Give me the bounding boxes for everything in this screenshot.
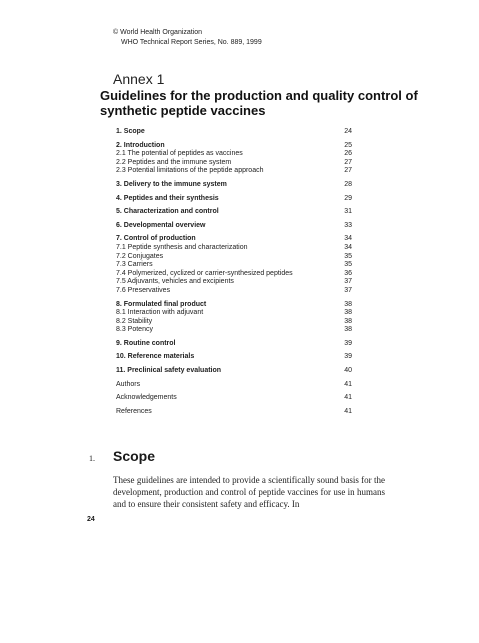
toc-group	[116, 340, 352, 349]
toc-entry-page: 38	[344, 326, 352, 334]
toc-entry-label: 11. Preclinical safety evaluation	[116, 367, 222, 375]
toc-entry	[116, 381, 352, 390]
toc-entry-page: 33	[344, 221, 352, 229]
toc-entry	[116, 253, 352, 262]
toc-entry-label: 2.2 Peptides and the immune system	[116, 158, 232, 166]
toc-entry-label: 7.6 Preservatives	[116, 286, 171, 294]
toc-entry	[116, 318, 352, 327]
toc-entry-label: 9. Routine control	[116, 339, 176, 347]
toc-entry-page: 35	[344, 261, 352, 269]
page-number: 24	[87, 516, 95, 523]
toc-entry-label: 7.5 Adjuvants, vehicles and excipients	[116, 278, 234, 286]
toc-entry	[116, 222, 352, 231]
toc-entry	[116, 195, 352, 204]
toc-entry	[116, 142, 352, 151]
annex-label: Annex 1	[113, 71, 165, 87]
toc-entry	[116, 278, 352, 287]
toc-entry-page: 24	[344, 128, 352, 135]
toc-entry-page: 27	[344, 167, 352, 175]
section-number: 1.	[89, 454, 95, 463]
toc-entry	[116, 181, 352, 190]
toc-entry-page: 38	[344, 309, 352, 317]
toc-entry	[116, 394, 352, 403]
toc-entry-page: 34	[344, 243, 352, 251]
toc-entry-label: 7.4 Polymerized, cyclized or carrier-synthesized peptides	[116, 269, 293, 277]
toc-entry	[116, 326, 352, 335]
toc-entry	[116, 353, 352, 362]
toc-entry	[116, 150, 352, 159]
toc-group	[116, 408, 352, 417]
toc-entry-page: 34	[344, 235, 352, 243]
toc-entry	[116, 367, 352, 376]
toc-group	[116, 367, 352, 376]
section-title: Scope	[113, 448, 156, 464]
toc-group	[116, 208, 352, 217]
toc-entry-label: Authors	[116, 380, 141, 388]
toc-entry-page: 39	[344, 353, 352, 361]
toc-entry-label: 4. Peptides and their synthesis	[116, 194, 219, 202]
toc-entry-page: 26	[344, 150, 352, 158]
toc-entry-label: 1. Scope	[116, 128, 145, 135]
toc-entry	[116, 340, 352, 349]
toc-entry	[116, 301, 352, 310]
toc-entry	[116, 244, 352, 253]
toc-entry	[116, 287, 352, 296]
copyright-line: © World Health Organization	[113, 29, 203, 36]
toc-entry-page: 36	[344, 269, 352, 277]
toc-entry-label: Acknowledgements	[116, 394, 177, 402]
toc-entry-page: 35	[344, 252, 352, 260]
toc-entry-page: 38	[344, 317, 352, 325]
toc-entry	[116, 159, 352, 168]
toc-group	[116, 394, 352, 403]
table-of-contents	[116, 128, 352, 421]
toc-entry-label: 6. Developmental overview	[116, 221, 206, 229]
toc-group	[116, 235, 352, 295]
toc-entry-label: 7. Control of production	[116, 235, 196, 243]
toc-entry-label: References	[116, 407, 152, 415]
toc-entry-label: 7.3 Carriers	[116, 261, 153, 269]
toc-entry-page: 41	[344, 407, 352, 415]
toc-entry-page: 41	[344, 380, 352, 388]
toc-entry	[116, 208, 352, 217]
toc-entry	[116, 408, 352, 417]
toc-group	[116, 181, 352, 190]
toc-entry-label: 3. Delivery to the immune system	[116, 180, 227, 188]
series-line: WHO Technical Report Series, No. 889, 1999	[121, 38, 262, 46]
toc-entry	[116, 309, 352, 318]
section-heading	[89, 448, 389, 464]
toc-entry	[116, 235, 352, 244]
toc-entry-page: 37	[344, 286, 352, 294]
toc-entry-label: 7.1 Peptide synthesis and characterization	[116, 243, 248, 251]
toc-entry-page: 41	[344, 394, 352, 402]
toc-entry-page: 37	[344, 278, 352, 286]
toc-entry-page: 29	[344, 194, 352, 202]
toc-entry-label: 2.1 The potential of peptides as vaccines	[116, 150, 243, 158]
toc-entry-label: 2.3 Potential limitations of the peptide approach	[116, 167, 264, 175]
toc-entry-page: 38	[344, 300, 352, 308]
toc-entry-page: 28	[344, 180, 352, 188]
toc-entry-label: 8.1 Interaction with adjuvant	[116, 309, 204, 317]
toc-entry-label: 8.2 Stability	[116, 317, 153, 325]
toc-group	[116, 353, 352, 362]
toc-entry	[116, 128, 352, 137]
toc-entry	[116, 261, 352, 270]
toc-entry-label: 10. Reference materials	[116, 353, 195, 361]
toc-entry-page: 25	[344, 141, 352, 149]
toc-entry-label: 7.2 Conjugates	[116, 252, 164, 260]
toc-group	[116, 128, 352, 137]
toc-entry	[116, 270, 352, 279]
toc-group	[116, 381, 352, 390]
toc-entry-label: 8. Formulated final product	[116, 300, 207, 308]
toc-group	[116, 222, 352, 231]
toc-entry-page: 40	[344, 367, 352, 375]
toc-entry-page: 27	[344, 158, 352, 166]
toc-group	[116, 195, 352, 204]
toc-entry-page: 31	[344, 208, 352, 216]
publication-header	[113, 28, 262, 47]
document-title: Guidelines for the production and quality control of synthetic peptide vaccines	[100, 88, 418, 118]
toc-group	[116, 301, 352, 335]
toc-entry-label: 5. Characterization and control	[116, 208, 219, 216]
scope-section	[89, 448, 389, 510]
toc-entry-label: 2. Introduction	[116, 141, 165, 149]
toc-entry	[116, 167, 352, 176]
toc-group	[116, 142, 352, 176]
section-body: These guidelines are intended to provide a scientifically sound basis for the development, production and control of peptide vaccines for use in humans and to ensure their consistent safety and efficacy. In	[113, 475, 385, 509]
toc-entry-page: 39	[344, 339, 352, 347]
toc-entry-label: 8.3 Potency	[116, 326, 153, 334]
